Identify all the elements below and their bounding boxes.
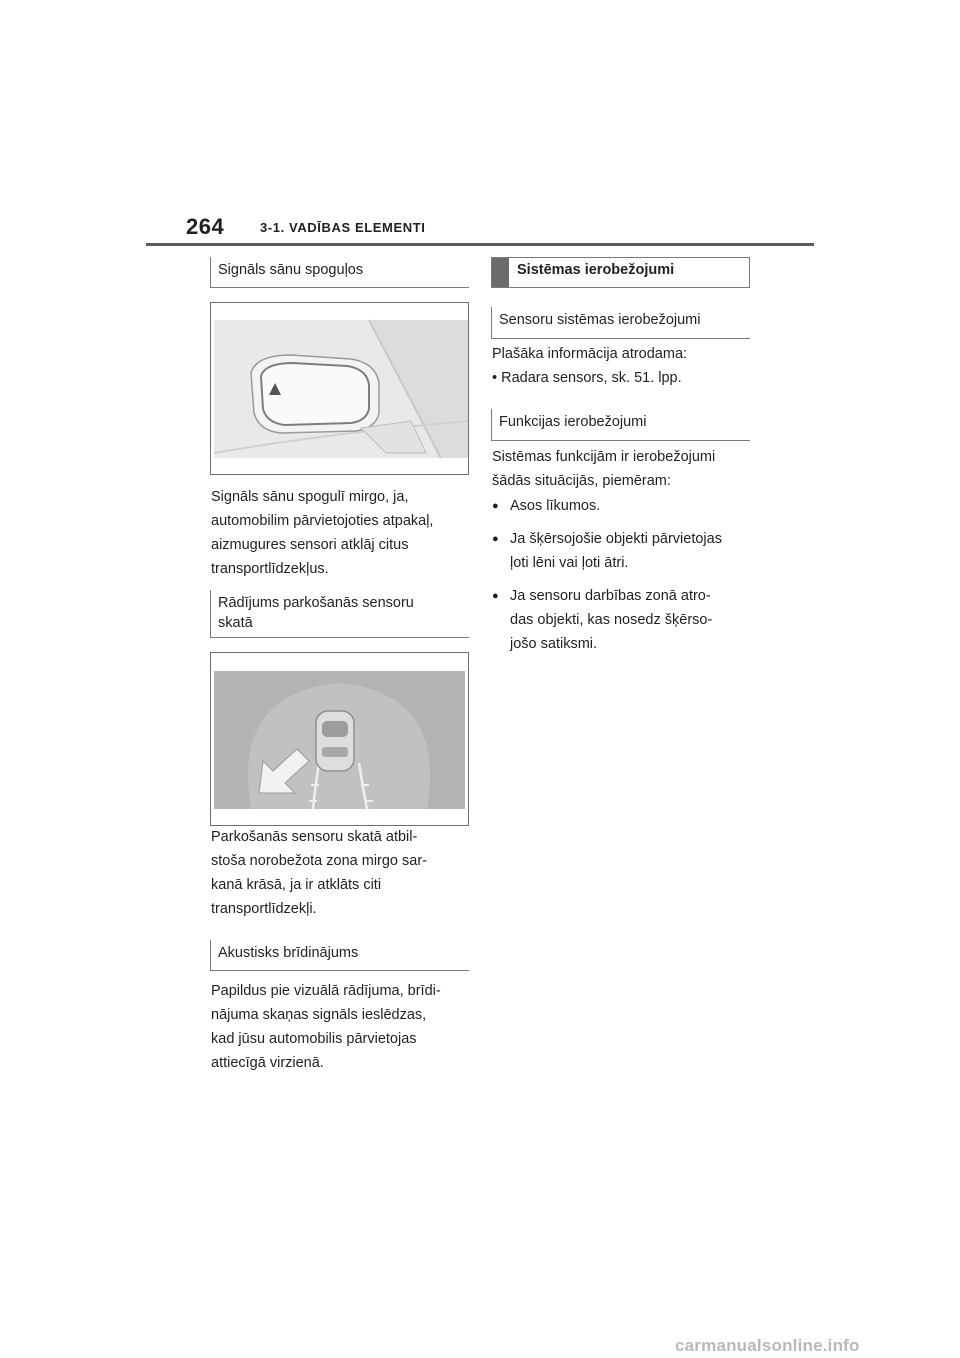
- sensor-limitations-heading-text: Sensoru sistēmas ierobežojumi: [499, 312, 701, 328]
- mirror-signal-caption: [211, 485, 473, 581]
- more-info-text: Plašāka informācija atrodama:: [492, 346, 688, 362]
- list-item-line: jošo satiksmi.: [510, 636, 598, 652]
- header-rule: [146, 243, 814, 246]
- list-item: [492, 494, 754, 518]
- body-line: kad jūsu automobilis pārvietojas: [211, 1031, 417, 1047]
- mirror-signal-heading-text: Signāls sānu spoguļos: [218, 262, 364, 278]
- car-icon: [316, 711, 354, 771]
- parking-view-caption: [211, 825, 473, 921]
- caption-line: Signāls sānu spogulī mirgo, ja,: [211, 489, 409, 505]
- chapter-title: 3-1. VADĪBAS ELEMENTI: [260, 220, 426, 235]
- system-limitations-heading: [491, 257, 750, 288]
- function-limitations-intro: [492, 445, 756, 493]
- body-line: attiecīgā virzienā.: [211, 1055, 324, 1071]
- caption-line: kanā krāsā, ja ir atklāts citi: [211, 877, 382, 893]
- page-number: 264: [186, 214, 225, 239]
- caption-line: stoša norobežota zona mirgo sar-: [211, 853, 427, 869]
- system-limitations-heading-text: Sistēmas ierobežojumi: [517, 262, 675, 278]
- caption-line: Parkošanās sensoru skatā atbil-: [211, 829, 418, 845]
- watermark: carmanualsonline.info: [675, 1336, 860, 1355]
- function-limitations-heading: [491, 409, 750, 441]
- caption-line: automobilim pārvietojoties atpakaļ,: [211, 513, 434, 529]
- more-info-block: [492, 342, 754, 390]
- heading-bar: [492, 258, 509, 287]
- sensor-limitations-heading: [491, 307, 750, 339]
- radar-sensor-reference: • Radara sensors, sk. 51. lpp.: [492, 370, 682, 386]
- caption-line: transportlīdzekļus.: [211, 561, 329, 577]
- acoustic-warning-heading-text: Akustisks brīdinājums: [218, 945, 359, 961]
- parking-view-heading: [210, 590, 469, 638]
- acoustic-warning-text: [211, 979, 475, 1075]
- heading-line: skatā: [218, 615, 253, 631]
- list-item: [492, 527, 754, 575]
- side-mirror-illustration: [211, 303, 468, 474]
- body-line: šādās situācijās, piemēram:: [492, 473, 671, 489]
- limitations-list: [492, 494, 754, 665]
- parking-sensor-figure: [210, 652, 469, 826]
- list-item-line: ● Ja sensoru darbības zonā atro-: [510, 588, 711, 604]
- heading-line: Rādījums parkošanās sensoru: [218, 595, 414, 611]
- list-item-line: ● Ja šķērsojošie objekti pārvietojas: [510, 531, 722, 547]
- function-limitations-heading-text: Funkcijas ierobežojumi: [499, 414, 647, 430]
- acoustic-warning-heading: [210, 940, 469, 971]
- body-line: Sistēmas funkcijām ir ierobežojumi: [492, 449, 716, 465]
- parking-sensor-illustration: [211, 653, 468, 825]
- side-mirror-figure: [210, 302, 469, 475]
- list-item-line: das objekti, kas nosedz šķērso-: [510, 612, 713, 628]
- mirror-signal-heading: [210, 257, 469, 288]
- caption-line: aizmugures sensori atklāj citus: [211, 537, 409, 553]
- list-item-line: ļoti lēni vai ļoti ātri.: [510, 555, 629, 571]
- list-item-line: ● Asos līkumos.: [510, 498, 601, 514]
- list-item: [492, 584, 754, 656]
- body-line: Papildus pie vizuālā rādījuma, brīdi-: [211, 983, 441, 999]
- caption-line: transportlīdzekļi.: [211, 901, 317, 917]
- body-line: nājuma skaņas signāls ieslēdzas,: [211, 1007, 427, 1023]
